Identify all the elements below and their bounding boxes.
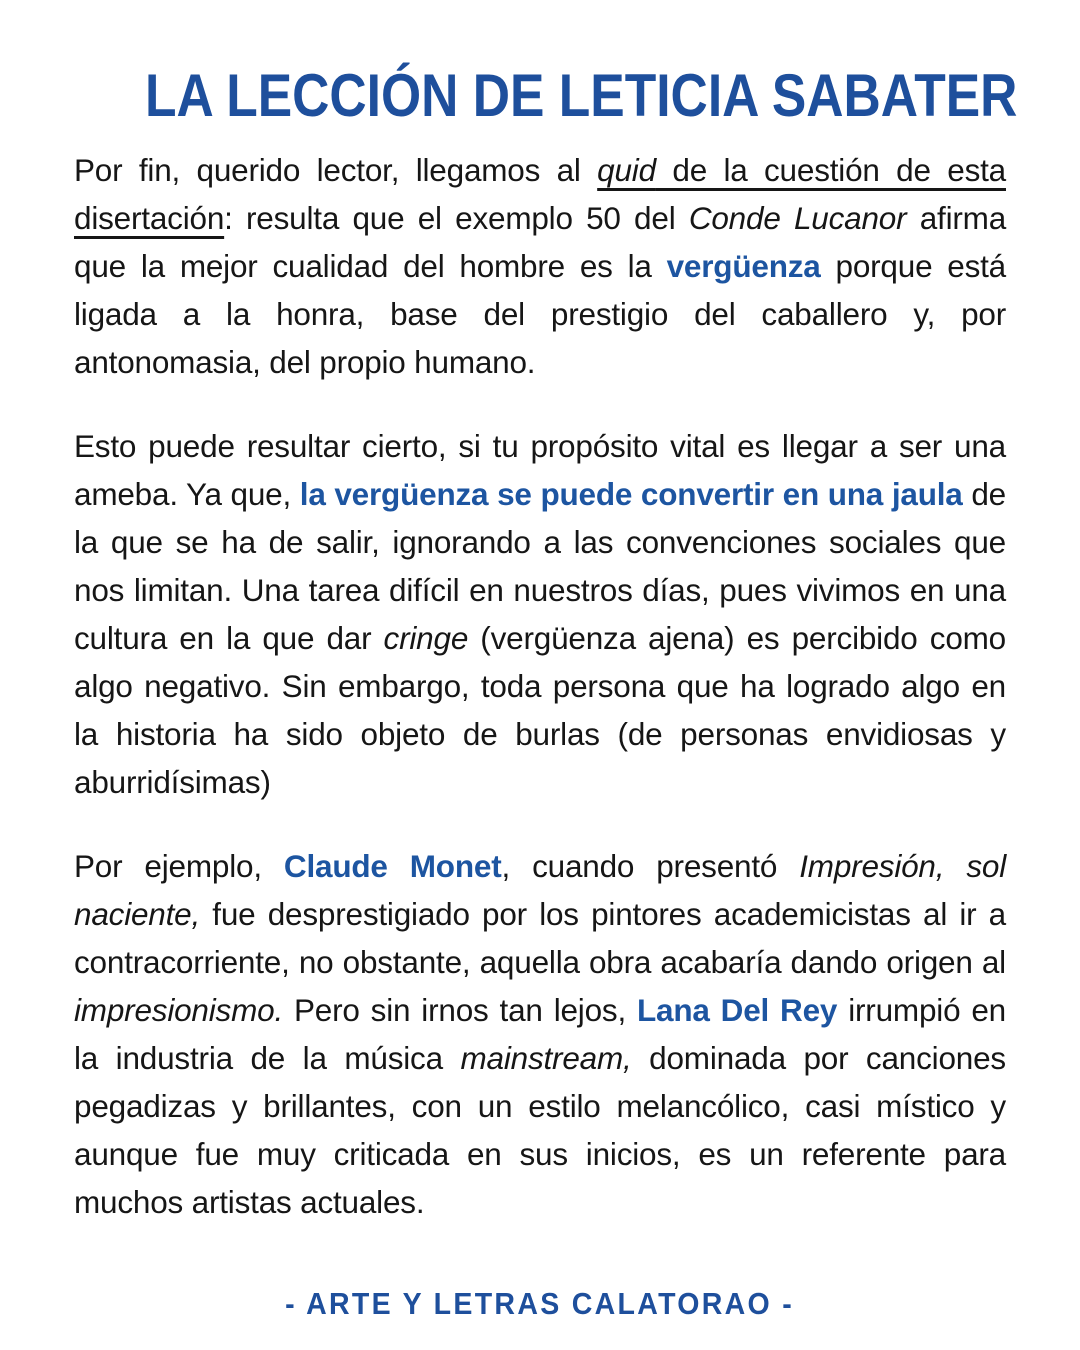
person-name-highlight: Claude Monet (283, 848, 502, 884)
book-title: Conde Lucanor (688, 200, 907, 236)
text-run: de la que se ha de salir, ignorando a las convenciones sociales que nos limitan. Una tarea difícil en nuestros días, pues vivimos en una cultura en la que dar (74, 476, 1006, 656)
text-run: : resulta que el exemplo 50 del (224, 200, 689, 236)
footer-banner (0, 1286, 1080, 1322)
artwork-title: Impresión, sol naciente, (74, 848, 1006, 932)
article-body (74, 146, 1006, 1226)
keyword-highlight: vergüenza (666, 248, 821, 284)
underlined-phrase: de la cuestión de esta disertación (74, 152, 1006, 236)
page-title-text: LA LECCIÓN DE LETICIA SABATER (145, 62, 1018, 129)
paragraph-1 (74, 146, 1006, 386)
text-run: Pero sin irnos tan lejos, (283, 992, 637, 1028)
text-run: porque está ligada a la honra, base del prestigio del caballero y, por antonomasia, del propio humano. (74, 248, 1006, 380)
text-run: afirma que la mejor cualidad del hombre es la (74, 200, 1007, 284)
foreign-term: cringe (383, 620, 469, 656)
text-run: dominada por canciones pegadizas y brillantes, con un estilo melancólico, casi místico y aunque fue muy criticada en sus inicios, es un referente para muchos artistas actuales. (74, 1040, 1006, 1220)
text-run: Esto puede resultar cierto, si tu propósito vital es llegar a ser una ameba. Ya que, (74, 428, 1006, 512)
person-name-highlight: Lana Del Rey (637, 992, 838, 1028)
text-run: , cuando presentó (501, 848, 800, 884)
foreign-term: mainstream, (460, 1040, 632, 1076)
text-run: (vergüenza ajena) es percibido como algo negativo. Sin embargo, toda persona que ha logrado algo en la historia ha sido objeto de burlas (de personas envidiosas y aburridísimas) (74, 620, 1006, 800)
text-run: fue desprestigiado por los pintores academicistas al ir a contracorriente, no obstante, aquella obra acabaría dando origen al (74, 896, 1006, 980)
text-run: Por fin, querido lector, llegamos al (74, 152, 598, 188)
movement-term: impresionismo. (74, 992, 284, 1028)
paragraph-2 (74, 422, 1006, 806)
paragraph-3 (74, 842, 1006, 1226)
latin-term-underlined: quid (597, 152, 656, 188)
page-title (74, 62, 1018, 129)
text-run: irrumpió en la industria de la música (74, 992, 1006, 1076)
text-run: Por ejemplo, (74, 848, 284, 884)
footer-title-text: - ARTE Y LETRAS CALATORAO - (285, 1286, 795, 1321)
keyphrase-highlight: la vergüenza se puede convertir en una jaula (299, 476, 963, 512)
